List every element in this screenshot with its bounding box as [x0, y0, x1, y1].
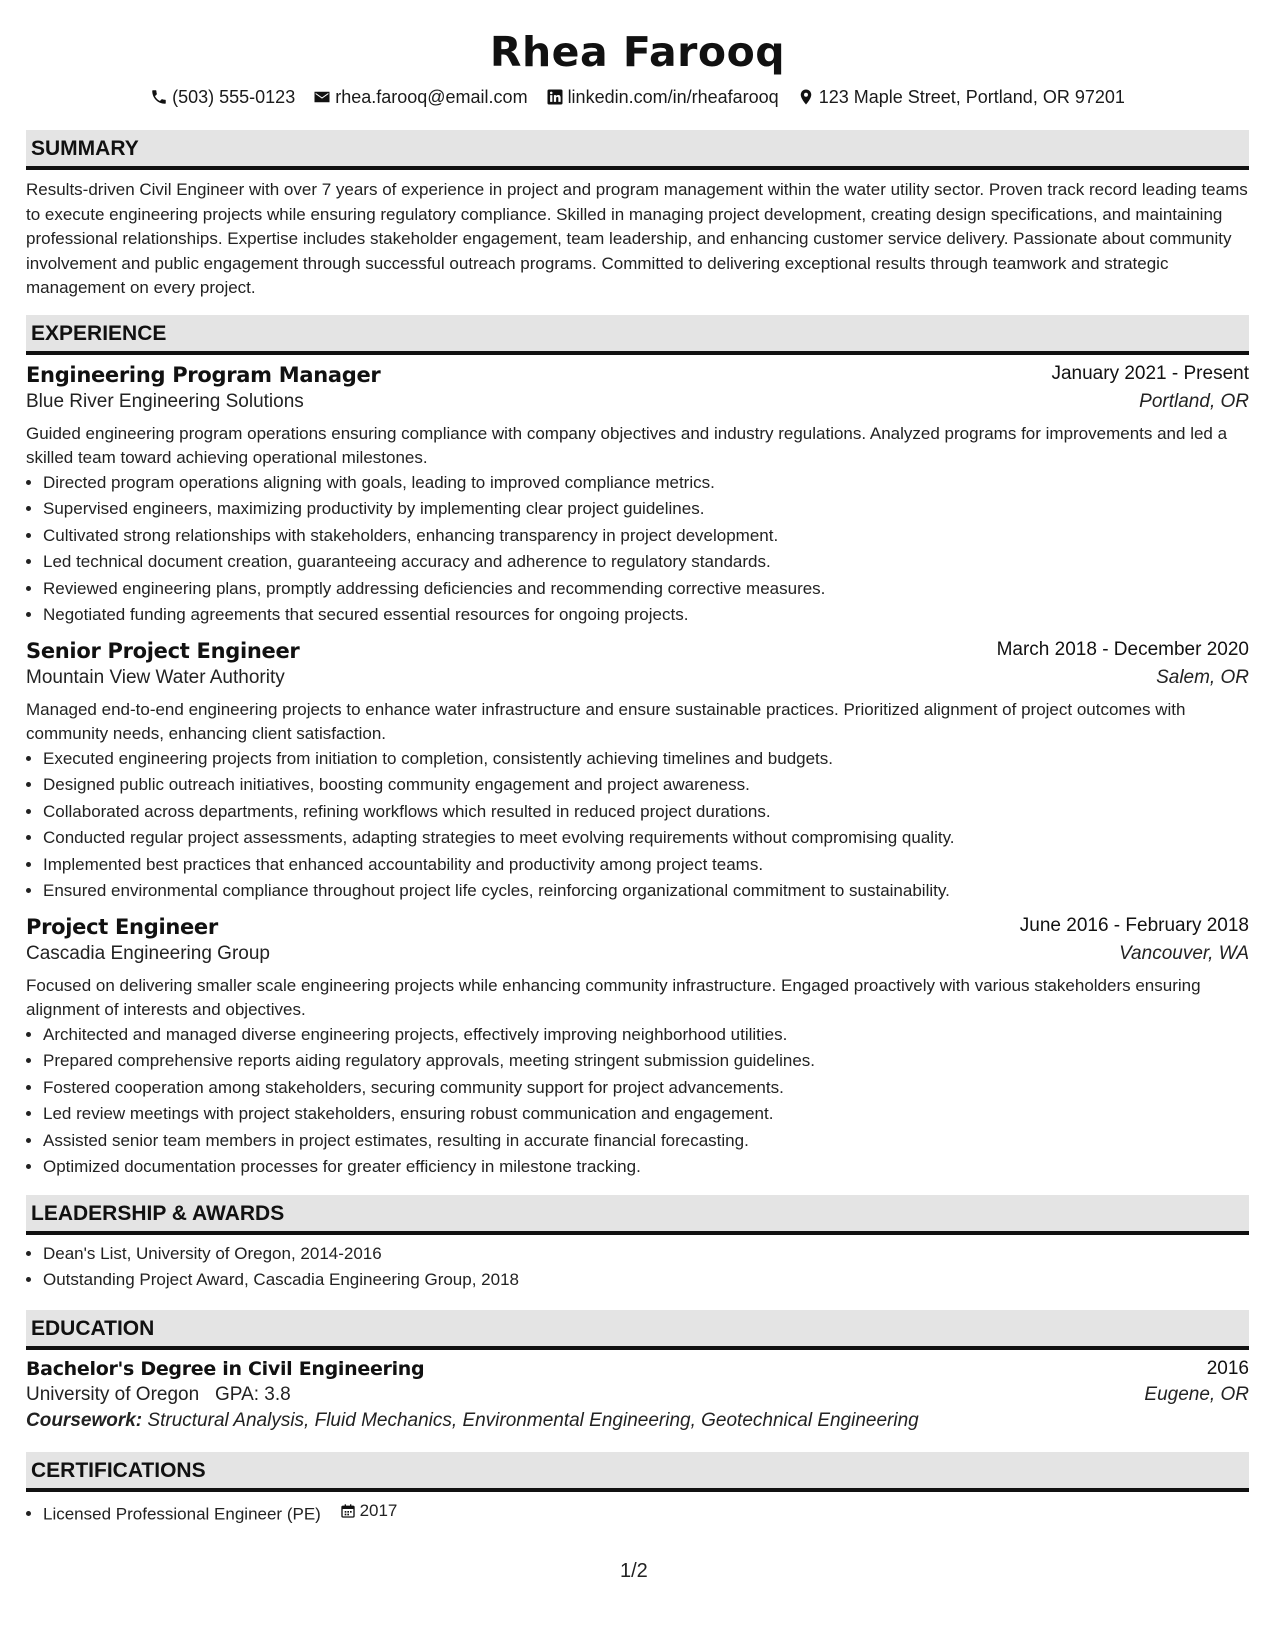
page-number: 1/2: [620, 1560, 648, 1582]
job-bullets: [26, 1022, 1249, 1181]
job-company: Blue River Engineering Solutions: [26, 390, 304, 412]
leadership-section: [26, 1195, 1249, 1294]
summary-section: [26, 130, 1249, 301]
list-item: • Ensured environmental compliance throughout project life cycles, reinforcing organizational commitment to sustainability.: [43, 878, 1249, 905]
education-sub-row: [26, 1384, 1249, 1406]
list-item: • Reviewed engineering plans, promptly addressing deficiencies and recommending corrective measures.: [43, 576, 1249, 603]
list-item: • Directed program operations aligning with goals, leading to improved compliance metrics.: [43, 470, 1249, 497]
experience-section: [26, 315, 1249, 1181]
address-text: 123 Maple Street, Portland, OR 97201: [818, 87, 1125, 107]
summary-header: SUMMARY: [26, 130, 1249, 170]
certifications-section: [26, 1452, 1249, 1528]
job-title-row: [26, 915, 1249, 939]
job-description: Guided engineering program operations ensuring compliance with company objectives and industry regulations. Analyzed programs for improvements and led a skilled team toward achieving operational milestones.: [26, 423, 1228, 467]
list-item: • Supervised engineers, maximizing productivity by implementing clear project guidelines.: [43, 496, 1249, 523]
list-item: • Negotiated funding agreements that secured essential resources for ongoing projects.: [43, 602, 1249, 629]
certifications-list: [26, 1498, 1249, 1528]
job-bullets: [26, 746, 1249, 905]
job-date: June 2016 - February 2018: [1019, 914, 1249, 936]
job-sub-row: [26, 943, 1249, 965]
experience-header: EXPERIENCE: [26, 315, 1249, 355]
education-school-line: [26, 1384, 291, 1406]
contact-bar: [26, 84, 1249, 110]
job-title: Senior Project Engineer: [26, 638, 300, 663]
candidate-name: Rhea Farooq: [489, 28, 786, 76]
list-item: • Conducted regular project assessments, adapting strategies to meet evolving requirements without compromising quality.: [43, 825, 1249, 852]
contact-phone[interactable]: [150, 84, 295, 110]
education-location: Eugene, OR: [1144, 1383, 1249, 1405]
job-location: Portland, OR: [1139, 390, 1249, 412]
job-title-row: [26, 363, 1249, 387]
list-item: • Architected and managed diverse engineering projects, effectively improving neighborhood utilities.: [43, 1022, 1249, 1049]
job-entry: [26, 639, 1249, 905]
certification-date: [340, 1498, 398, 1525]
list-item: [43, 1498, 1249, 1528]
job-date: January 2021 - Present: [1051, 362, 1249, 384]
contact-email[interactable]: [313, 84, 527, 110]
phone-text: (503) 555-0123: [172, 87, 296, 107]
envelope-icon: [313, 88, 331, 106]
job-entry: [26, 363, 1249, 629]
certifications-header: CERTIFICATIONS: [26, 1452, 1249, 1492]
certification-year: 2017: [359, 1500, 398, 1520]
coursework-label: Coursework:: [26, 1409, 143, 1431]
list-item: • Dean's List, University of Oregon, 2014-2016: [43, 1241, 1249, 1268]
education-school: University of Oregon: [26, 1383, 200, 1405]
list-item: • Executed engineering projects from initiation to completion, consistently achieving timelines and budgets.: [43, 746, 1249, 773]
linkedin-text: linkedin.com/in/rheafarooq: [567, 87, 779, 107]
job-title: Project Engineer: [26, 914, 218, 939]
job-location: Vancouver, WA: [1119, 942, 1249, 964]
job-description: Focused on delivering smaller scale engineering projects while enhancing community infrastructure. Engaged proactively with various stakeholders ensuring alignment of interests and objectives.: [26, 975, 1201, 1019]
list-item: • Cultivated strong relationships with stakeholders, enhancing transparency in project development.: [43, 523, 1249, 550]
coursework-text: Structural Analysis, Fluid Mechanics, Environmental Engineering, Geotechnical Engineering: [147, 1409, 919, 1431]
resume-page: [26, 0, 1249, 1527]
job-bullets: [26, 470, 1249, 629]
leadership-header: LEADERSHIP & AWARDS: [26, 1195, 1249, 1235]
education-coursework: [26, 1410, 1249, 1432]
education-year: 2016: [1206, 1357, 1249, 1379]
job-company: Mountain View Water Authority: [26, 666, 285, 688]
email-text: rhea.farooq@email.com: [335, 87, 528, 107]
map-marker-icon: [797, 88, 815, 106]
list-item: • Implemented best practices that enhanced accountability and productivity among project teams.: [43, 852, 1249, 879]
job-description: Managed end-to-end engineering projects to enhance water infrastructure and ensure sustainable practices. Prioritized alignment of project outcomes with community needs, enhancing client satisfaction.: [26, 699, 1186, 743]
list-item: • Led technical document creation, guaranteeing accuracy and adherence to regulatory standards.: [43, 549, 1249, 576]
list-item: • Designed public outreach initiatives, boosting community engagement and project awareness.: [43, 772, 1249, 799]
job-entry: [26, 915, 1249, 1181]
list-item: • Collaborated across departments, refining workflows which resulted in reduced project durations.: [43, 799, 1249, 826]
list-item: • Outstanding Project Award, Cascadia Engineering Group, 2018: [43, 1267, 1249, 1294]
list-item: • Prepared comprehensive reports aiding regulatory approvals, meeting stringent submission guidelines.: [43, 1048, 1249, 1075]
list-item: • Assisted senior team members in project estimates, resulting in accurate financial forecasting.: [43, 1128, 1249, 1155]
education-gpa: GPA: 3.8: [215, 1383, 291, 1405]
education-degree: Bachelor's Degree in Civil Engineering: [26, 1357, 425, 1380]
job-title: Engineering Program Manager: [26, 362, 381, 387]
summary-text: Results-driven Civil Engineer with over 7 years of experience in project and program management within the water utility sector. Proven track record leading teams to execute engineering projects while ensuring regulatory compliance. Skilled in managing project development, creating design specifications, and maintaining professional relationships. Expertise includes stakeholder engagement, team leadership, and enhancing customer service delivery. Passionate about community involvement and public engagement through successful outreach programs. Committed to delivering exceptional results through teamwork and strategic management on every project.: [26, 180, 1248, 297]
linkedin-icon: [546, 88, 564, 106]
leadership-list: [26, 1241, 1249, 1294]
phone-icon: [150, 88, 168, 106]
certification-name: Licensed Professional Engineer (PE): [43, 1503, 321, 1523]
contact-linkedin[interactable]: [546, 84, 779, 110]
job-sub-row: [26, 667, 1249, 689]
education-degree-row: [26, 1358, 1249, 1380]
list-item: • Fostered cooperation among stakeholders, securing community support for project advancements.: [43, 1075, 1249, 1102]
job-date: March 2018 - December 2020: [996, 638, 1249, 660]
list-item: • Led review meetings with project stakeholders, ensuring robust communication and engagement.: [43, 1101, 1249, 1128]
job-location: Salem, OR: [1156, 666, 1249, 688]
list-item: • Optimized documentation processes for greater efficiency in milestone tracking.: [43, 1154, 1249, 1181]
calendar-icon: [340, 1503, 356, 1519]
job-sub-row: [26, 391, 1249, 413]
education-section: [26, 1310, 1249, 1432]
education-header: EDUCATION: [26, 1310, 1249, 1350]
job-title-row: [26, 639, 1249, 663]
contact-address[interactable]: [797, 84, 1125, 110]
job-company: Cascadia Engineering Group: [26, 942, 270, 964]
